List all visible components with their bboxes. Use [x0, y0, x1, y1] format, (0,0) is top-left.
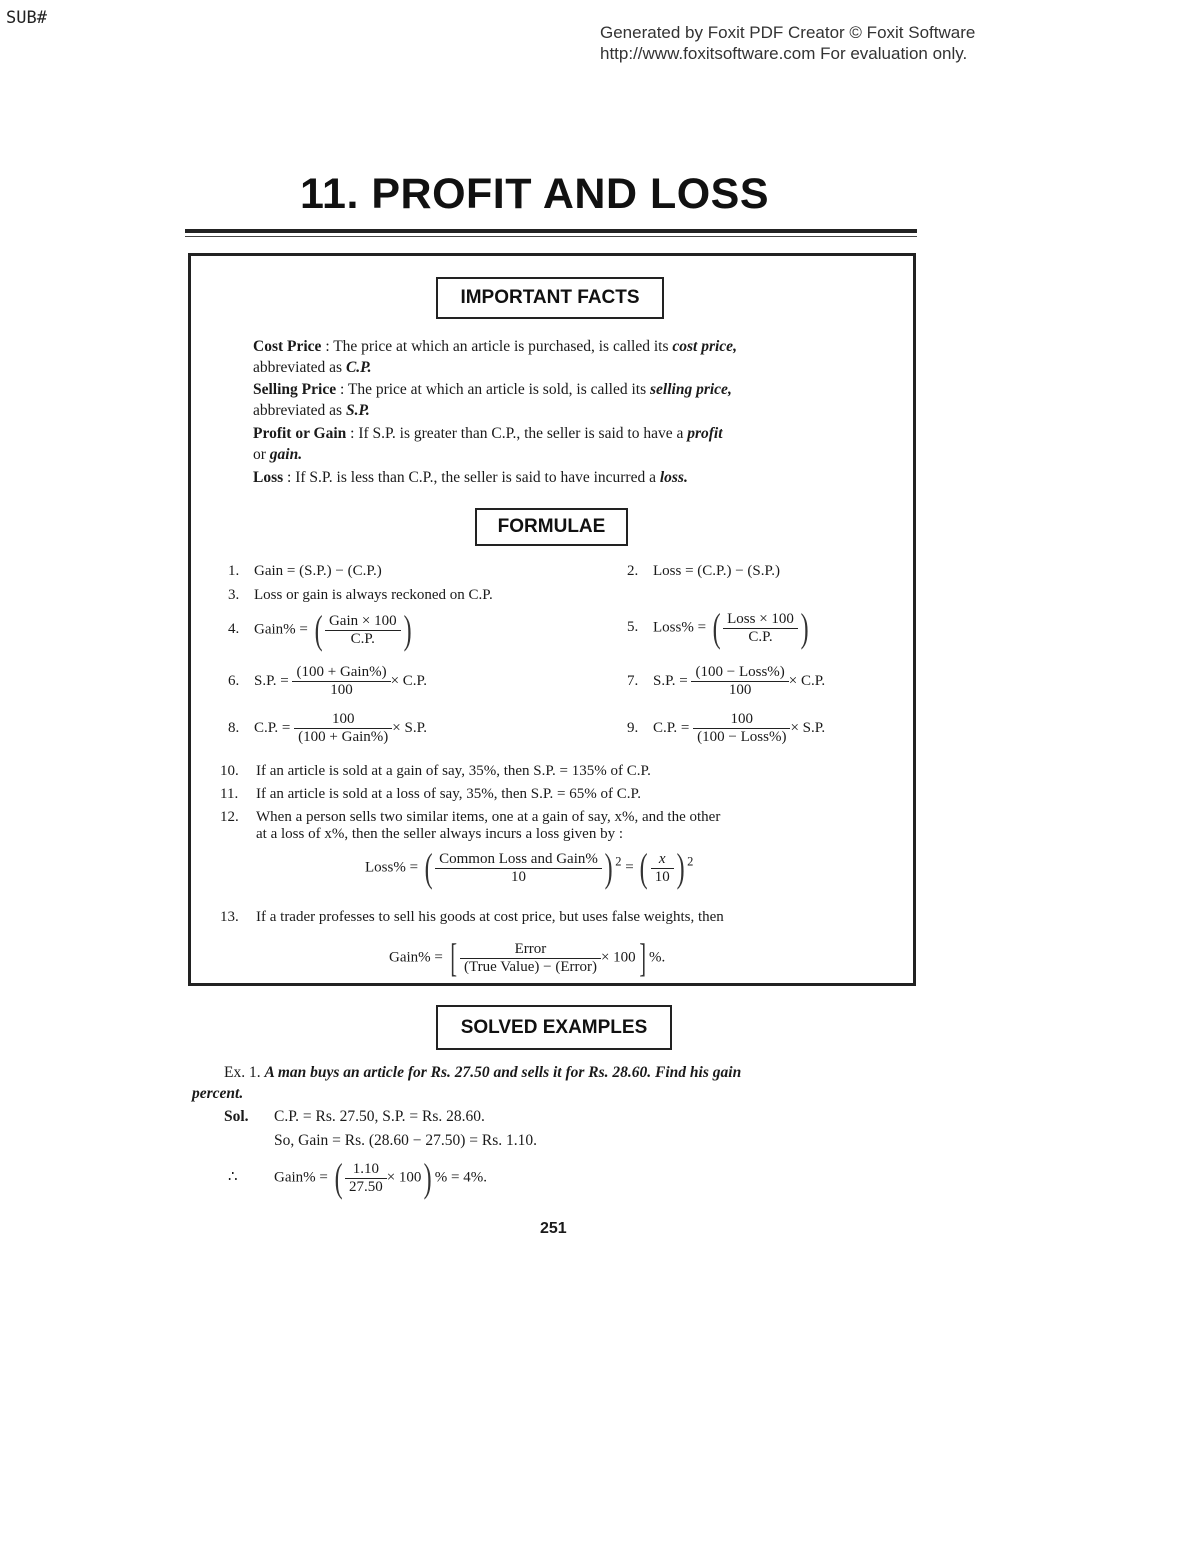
formula-12 [220, 809, 720, 843]
formula-number: 8. [228, 719, 240, 736]
important-facts-heading [436, 277, 664, 319]
fact-abbr: S.P. [345, 402, 370, 419]
watermark-line-2: http://www.foxitsoftware.com For evaluation only. [600, 44, 968, 63]
formula-7 [627, 664, 825, 699]
formula-5 [627, 605, 811, 650]
formula-13 [220, 909, 724, 926]
fact-emphasis: profit [687, 425, 723, 442]
numerator: Loss × 100 [723, 611, 798, 629]
formulae-heading-text: FORMULAE [497, 516, 606, 537]
numerator: Gain × 100 [325, 613, 401, 631]
fact-abbr: C.P. [345, 359, 372, 376]
denominator: (100 + Gain%) [298, 729, 389, 745]
fraction [435, 851, 602, 886]
fact-loss [253, 467, 903, 488]
right-paren: ) [424, 1155, 433, 1200]
fraction [691, 664, 788, 699]
solution-text: C.P. = Rs. 27.50, S.P. = Rs. 28.60. [274, 1108, 485, 1125]
numerator: x [651, 851, 674, 869]
numerator: Common Loss and Gain% [435, 851, 602, 869]
formula-lhs: Loss% = [653, 619, 707, 636]
formula-number: 6. [228, 672, 240, 689]
fraction [294, 711, 392, 746]
formula-number: 13. [220, 909, 239, 925]
formula-text: at a loss of x%, then the seller always incurs a loss given by : [256, 826, 624, 842]
formula-text: If an article is sold at a loss of say, 35%, then S.P. = 65% of C.P. [256, 786, 641, 802]
formula-lhs: Gain% = [254, 621, 308, 638]
fact-selling-price [253, 379, 903, 421]
left-bracket: [ [449, 935, 457, 980]
formula-number: 9. [627, 719, 639, 736]
fraction [325, 613, 401, 648]
example-1-solution [224, 1106, 874, 1151]
formula-3 [228, 587, 493, 604]
fact-text: : The price at which an article is sold, is called its [336, 381, 651, 398]
equals-sign: = [625, 859, 634, 876]
example-1-question [192, 1062, 927, 1104]
fact-profit [253, 423, 903, 465]
formula-9 [627, 711, 825, 746]
sub-tag: SUB# [6, 8, 47, 28]
formula-text: Loss or gain is always reckoned on C.P. [254, 587, 493, 603]
watermark [600, 22, 975, 64]
formula-result: % = 4%. [434, 1169, 487, 1186]
formula-lhs: C.P. = [254, 719, 291, 736]
denominator: 27.50 [348, 1178, 383, 1195]
denominator: 100 [330, 682, 353, 698]
left-paren: ( [640, 845, 649, 890]
left-paren: ( [712, 605, 721, 650]
fact-emphasis: gain. [269, 446, 303, 463]
solution-label: Sol. [224, 1108, 249, 1125]
formula-2 [627, 563, 780, 580]
fraction [460, 941, 601, 976]
formula-rhs: × 100 [386, 1169, 422, 1186]
numerator: (100 + Gain%) [292, 664, 390, 682]
formula-rhs: × S.P. [790, 719, 826, 736]
example-1-gain [228, 1155, 487, 1200]
left-paren: ( [424, 845, 433, 890]
exponent: 2 [615, 854, 622, 869]
formula-4 [228, 607, 414, 652]
formula-number: 2. [627, 563, 639, 579]
solved-examples-heading [436, 1005, 672, 1050]
formula-lhs: S.P. = [254, 672, 289, 689]
title-rule [185, 229, 917, 233]
formula-lhs: C.P. = [653, 719, 690, 736]
watermark-line-1: Generated by Foxit PDF Creator © Foxit Software [600, 23, 976, 42]
fact-text: abbreviated as [253, 402, 346, 419]
numerator: Error [460, 941, 601, 959]
formula-text: Gain = (S.P.) − (C.P.) [254, 563, 382, 579]
example-label: Ex. 1. [224, 1064, 261, 1081]
term-loss: Loss [253, 469, 284, 486]
fraction [693, 711, 790, 746]
fraction [651, 851, 674, 886]
formula-lhs: Loss% = [365, 859, 419, 876]
numerator: (100 − Loss%) [691, 664, 788, 682]
formula-lhs: S.P. = [653, 672, 688, 689]
formula-rhs: × S.P. [392, 719, 427, 736]
formula-number: 12. [220, 809, 239, 825]
formula-number: 11. [220, 786, 239, 802]
fact-emphasis: cost price, [672, 338, 737, 355]
solved-examples-heading-text: SOLVED EXAMPLES [460, 1017, 648, 1038]
denominator: (100 − Loss%) [697, 729, 787, 745]
title-rule-thin [185, 236, 917, 237]
numerator: 1.10 [345, 1161, 387, 1179]
right-paren: ) [403, 607, 412, 652]
right-paren: ) [604, 845, 613, 890]
formula-number: 10. [220, 763, 239, 779]
formula-number: 5. [627, 619, 639, 636]
denominator: 10 [511, 868, 526, 885]
right-bracket: ] [639, 935, 646, 980]
fact-text: abbreviated as [253, 359, 346, 376]
term-selling-price: Selling Price [253, 381, 337, 398]
denominator: 100 [728, 682, 752, 698]
fact-emphasis: selling price, [650, 381, 732, 398]
formula-13-equation [389, 935, 666, 980]
fact-text: : The price at which an article is purchased, is called its [321, 338, 673, 355]
formula-number: 3. [228, 587, 240, 603]
denominator: (True Value) − (Error) [463, 958, 597, 975]
fact-emphasis: loss. [659, 469, 688, 486]
formula-rhs: × 100 [600, 949, 636, 966]
formula-number: 7. [627, 672, 639, 689]
left-paren: ( [334, 1155, 343, 1200]
denominator: 10 [654, 868, 670, 885]
numerator: 100 [294, 711, 392, 729]
fraction [345, 1161, 387, 1196]
term-cost-price: Cost Price [253, 338, 322, 355]
formula-6 [228, 664, 427, 699]
formula-rhs: × C.P. [390, 672, 427, 689]
example-question: percent. [192, 1085, 244, 1102]
important-facts-heading-text: IMPORTANT FACTS [460, 287, 640, 308]
right-paren: ) [800, 605, 809, 650]
fact-text: : If S.P. is greater than C.P., the seller is said to have a [346, 425, 688, 442]
formula-text: If a trader professes to sell his goods at cost price, but uses false weights, then [256, 909, 724, 925]
formula-text: When a person sells two similar items, one at a gain of say, x%, and the other [256, 809, 721, 825]
formula-text: Loss = (C.P.) − (S.P.) [653, 563, 780, 579]
formula-12-equation [365, 845, 694, 890]
formula-11 [220, 786, 641, 803]
formula-text: If an article is sold at a gain of say, 35%, then S.P. = 135% of C.P. [256, 763, 651, 779]
fact-cost-price [253, 336, 903, 378]
left-paren: ( [314, 607, 323, 652]
formula-1 [228, 563, 382, 580]
page-number: 251 [540, 1220, 567, 1237]
formula-lhs: Gain% = [389, 949, 443, 966]
denominator: C.P. [748, 628, 773, 645]
fact-text: or [253, 446, 270, 463]
formulae-heading [475, 508, 628, 546]
denominator: C.P. [350, 630, 375, 647]
chapter-title: 11. PROFIT AND LOSS [300, 170, 770, 218]
fact-text: : If S.P. is less than C.P., the seller is said to have incurred a [283, 469, 660, 486]
fraction [723, 611, 798, 646]
term-profit: Profit or Gain [253, 425, 347, 442]
right-paren: ) [676, 845, 685, 890]
formula-lhs: Gain% = [274, 1169, 328, 1186]
formula-8 [228, 711, 427, 746]
formula-tail: %. [649, 949, 666, 966]
fraction [292, 664, 390, 699]
numerator: 100 [693, 711, 790, 729]
example-question: A man buys an article for Rs. 27.50 and sells it for Rs. 28.60. Find his gain [264, 1064, 742, 1081]
formula-number: 4. [228, 621, 240, 638]
solution-text: So, Gain = Rs. (28.60 − 27.50) = Rs. 1.10. [274, 1132, 538, 1149]
formula-rhs: × C.P. [788, 672, 826, 689]
formula-number: 1. [228, 563, 240, 579]
therefore-symbol: ∴ [228, 1169, 238, 1186]
formula-10 [220, 763, 651, 780]
exponent: 2 [687, 854, 694, 869]
